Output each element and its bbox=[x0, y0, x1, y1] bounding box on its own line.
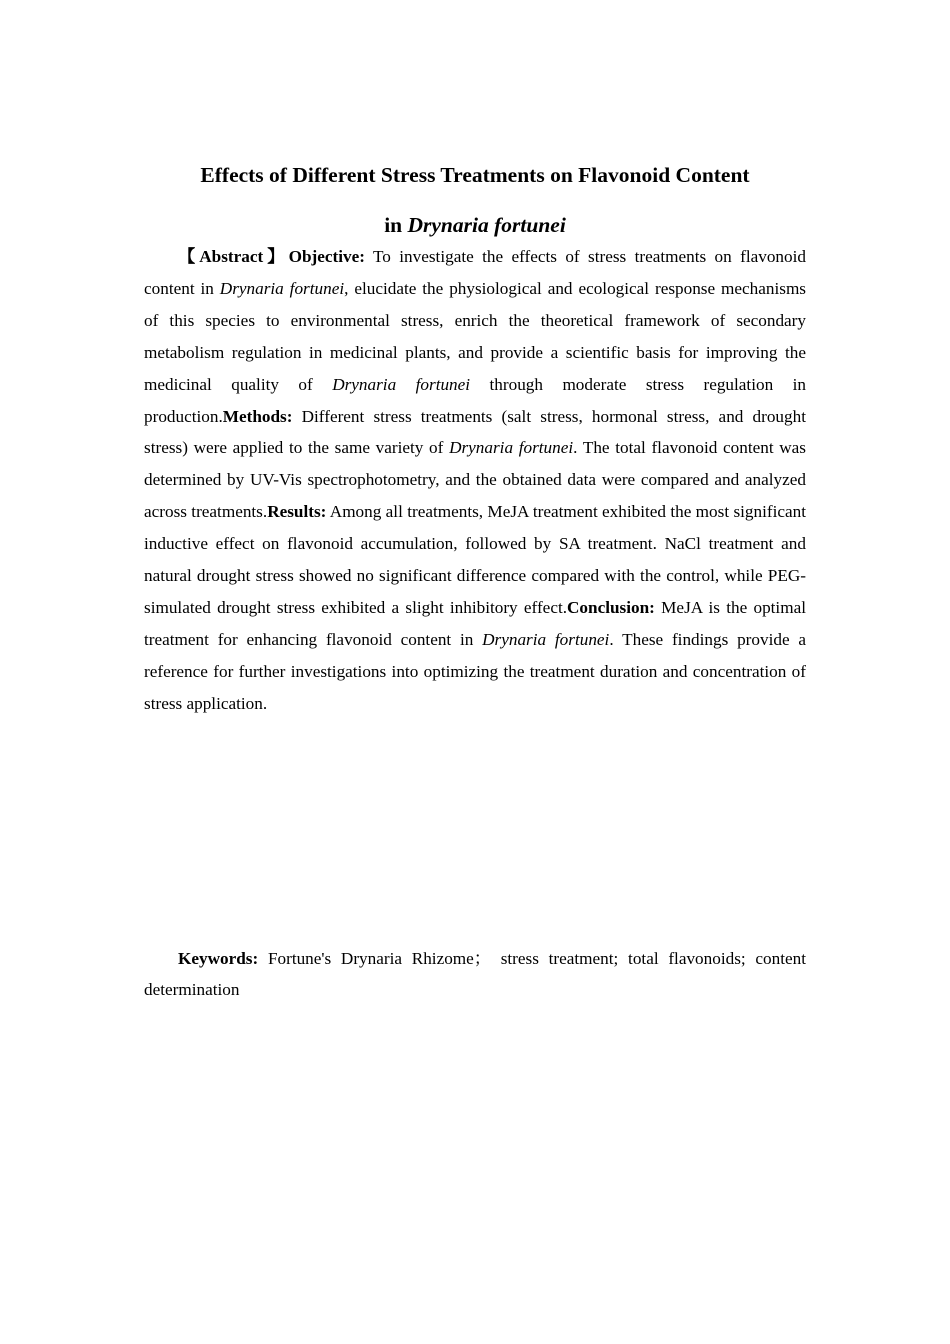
keywords-paragraph bbox=[144, 943, 806, 1005]
methods-text-1: Different stress treatments (salt stress, hormonal stress, and drought stress) were applied to the same variety of bbox=[144, 406, 806, 458]
conclusion-text-1: MeJA is the optimal treatment for enhancing flavonoid content in bbox=[144, 597, 806, 649]
conclusion-label: Conclusion: bbox=[567, 597, 655, 617]
species-name: Drynaria fortunei bbox=[449, 438, 574, 458]
objective-text-3: through moderate stress regulation in production. bbox=[144, 374, 806, 426]
conclusion-text-2: . These findings provide a reference for further investigations into optimizing the treatment duration and concentration of stress application. bbox=[144, 629, 806, 713]
objective-label: Objective: bbox=[288, 247, 365, 266]
title-line-1: Effects of Different Stress Treatments on Flavonoid Content bbox=[200, 163, 750, 187]
results-text: Among all treatments, MeJA treatment exhibited the most significant inductive effect on flavonoid accumulation, followed by SA treatment. NaCl treatment and natural drought stress showed no significant difference compared with the control, while PEG-simulated drought stress exhibited a slight inhibitory effect. bbox=[144, 502, 806, 617]
species-name: Drynaria fortunei bbox=[219, 278, 345, 298]
abstract-paragraph bbox=[144, 241, 806, 720]
results-label: Results: bbox=[267, 502, 327, 522]
title-prefix: in bbox=[384, 213, 408, 237]
title-species: Drynaria fortunei bbox=[407, 213, 566, 237]
methods-text-2: . The total flavonoid content was determined by UV-Vis spectrophotometry, and the obtained data were compared and analyzed across treatments. bbox=[144, 438, 807, 522]
paper-title bbox=[144, 150, 806, 250]
keywords-label: Keywords: bbox=[178, 949, 259, 968]
keywords-text: Fortune's Drynaria Rhizome； stress treatment; total flavonoids; content determination bbox=[144, 949, 806, 999]
objective-text-2: , elucidate the physiological and ecological response mechanisms of this species to environmental stress, enrich the theoretical framework of secondary metabolism regulation in medicinal plants, and provide a scientific basis for improving the medicinal quality of bbox=[144, 278, 806, 394]
species-name: Drynaria fortunei bbox=[332, 374, 471, 394]
objective-text-1: To investigate the effects of stress treatments on flavonoid content in bbox=[144, 247, 806, 298]
abstract-label: 【Abstract】 bbox=[178, 247, 289, 266]
methods-label: Methods: bbox=[222, 406, 293, 426]
species-name: Drynaria fortunei bbox=[482, 629, 610, 649]
